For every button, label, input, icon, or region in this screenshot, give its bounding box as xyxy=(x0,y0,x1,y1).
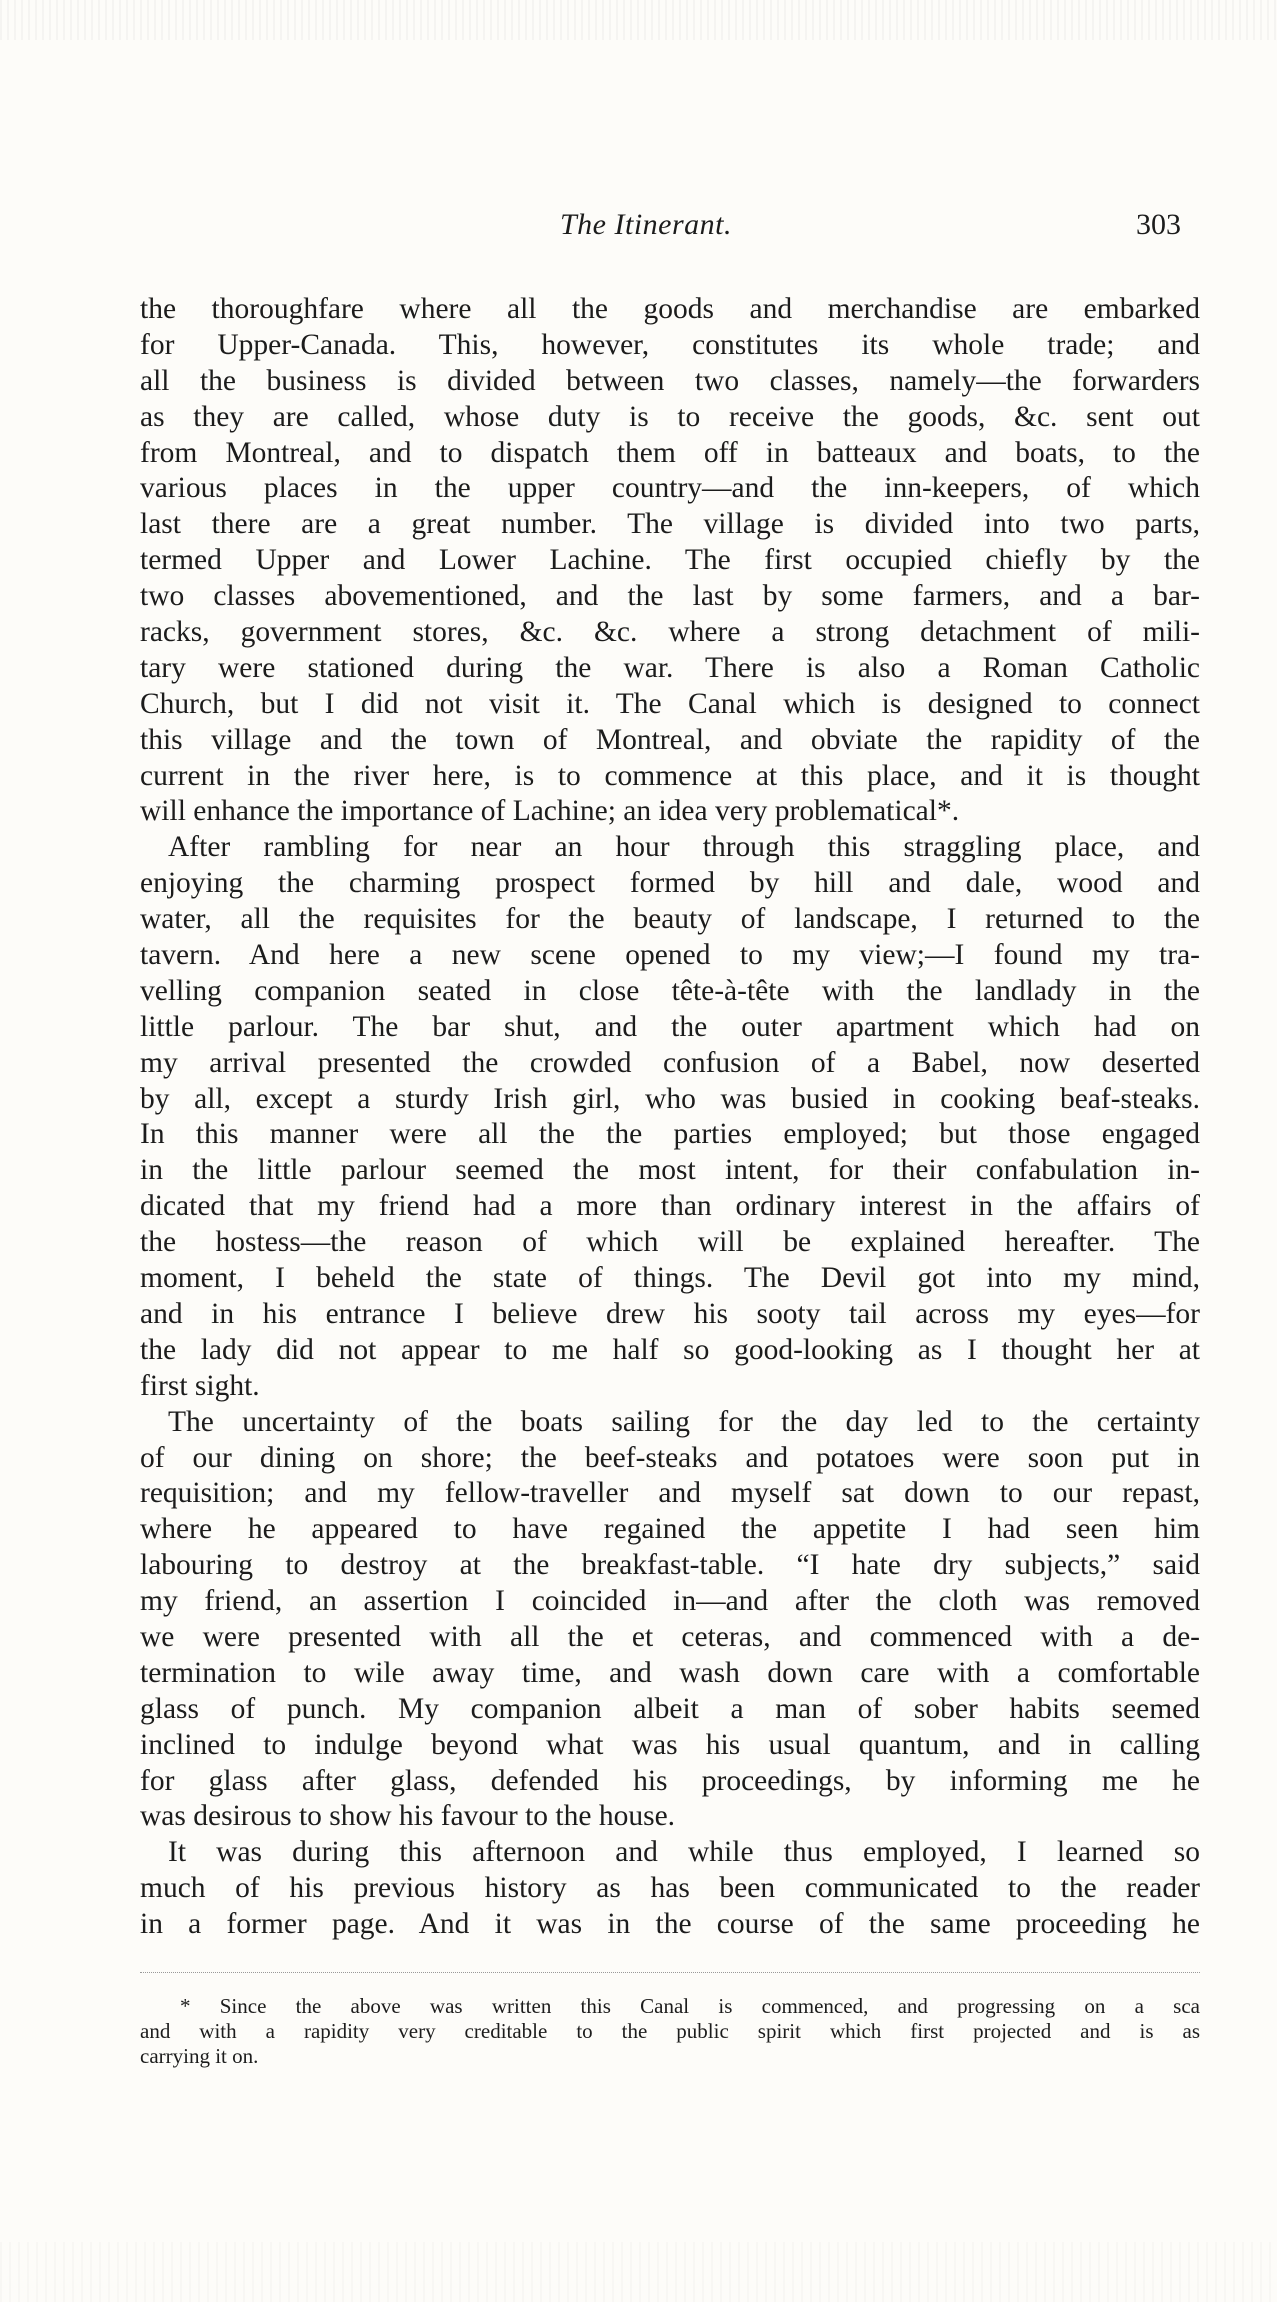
text-line: moment, I beheld the state of things. The Devil got into my mind, xyxy=(140,1262,1200,1295)
text-line: in the little parlour seemed the most intent, for their confabulation in- xyxy=(140,1154,1200,1187)
text-line: termination to wile away time, and wash down care with a comfortable xyxy=(140,1656,1200,1689)
text-line: velling companion seated in close tête-à-tête with the landlady in the xyxy=(140,974,1200,1007)
text-line: was desirous to show his favour to the house. xyxy=(140,1800,676,1833)
text-line: two classes abovementioned, and the last by some farmers, and a bar- xyxy=(140,580,1200,613)
text-line: tary were stationed during the war. There is also a Roman Catholic xyxy=(140,651,1200,684)
page-edge-noise xyxy=(0,2242,1277,2302)
text-line: where he appeared to have regained the appetite I had seen him xyxy=(140,1513,1200,1546)
text-line: current in the river here, is to commence at this place, and it is thought xyxy=(140,759,1200,792)
text-line: and in his entrance I believe drew his sooty tail across my eyes—for xyxy=(140,1297,1200,1330)
text-line: requisition; and my fellow-traveller and myself sat down to our repast, xyxy=(140,1477,1200,1510)
text-line: my arrival presented the crowded confusion of a Babel, now deserted xyxy=(140,1046,1200,1079)
text-line: labouring to destroy at the breakfast-table. “I hate dry subjects,” said xyxy=(140,1549,1200,1582)
text-line: first sight. xyxy=(140,1369,260,1402)
text-line: racks, government stores, &c. &c. where a strong detachment of mili- xyxy=(140,616,1200,649)
text-line: will enhance the importance of Lachine; an idea very problematical*. xyxy=(140,795,960,828)
text-line: the thoroughfare where all the goods and merchandise are embarked xyxy=(140,293,1200,325)
text-line: inclined to indulge beyond what was his usual quantum, and in calling xyxy=(140,1728,1200,1761)
text-line: for glass after glass, defended his proceedings, by informing me he xyxy=(140,1764,1200,1797)
body-text xyxy=(140,292,1200,1943)
page-edge-noise xyxy=(0,0,1277,40)
text-line: the hostess—the reason of which will be explained hereafter. The xyxy=(140,1226,1200,1259)
footnote xyxy=(140,1994,1200,2069)
text-line: termed Upper and Lower Lachine. The first occupied chiefly by the xyxy=(140,544,1200,577)
text-line: this village and the town of Montreal, and obviate the rapidity of the xyxy=(140,723,1200,756)
footnote-line: * Since the above was written this Canal is commenced, and progressing on a sca xyxy=(180,1994,1200,2018)
text-line: all the business is divided between two classes, namely—the forwarders xyxy=(140,364,1200,397)
text-line: from Montreal, and to dispatch them off in batteaux and boats, to the xyxy=(140,436,1200,469)
text-line: dicated that my friend had a more than ordinary interest in the affairs of xyxy=(140,1190,1200,1223)
text-line: The uncertainty of the boats sailing for the day led to the certainty xyxy=(168,1405,1200,1438)
text-line: as they are called, whose duty is to receive the goods, &c. sent out xyxy=(140,400,1200,433)
text-line: It was during this afternoon and while thus employed, I learned so xyxy=(168,1836,1200,1869)
text-line: by all, except a sturdy Irish girl, who was busied in cooking beaf-steaks. xyxy=(140,1082,1200,1115)
footnote-line: and with a rapidity very creditable to the public spirit which first projected and is as xyxy=(140,2019,1200,2043)
text-line: After rambling for near an hour through this straggling place, and xyxy=(168,831,1200,864)
text-line: water, all the requisites for the beauty of landscape, I returned to the xyxy=(140,903,1200,936)
text-line: last there are a great number. The village is divided into two parts, xyxy=(140,508,1200,541)
text-line: Church, but I did not visit it. The Canal which is designed to connect xyxy=(140,687,1200,720)
text-line: we were presented with all the et ceteras, and commenced with a de- xyxy=(140,1620,1200,1653)
text-line: for Upper-Canada. This, however, constitutes its whole trade; and xyxy=(140,328,1200,361)
footnote-line: carrying it on. xyxy=(140,2044,259,2068)
running-title: The Itinerant. xyxy=(560,208,732,241)
text-line: my friend, an assertion I coincided in—and after the cloth was removed xyxy=(140,1585,1200,1618)
text-line: various places in the upper country—and the inn-keepers, of which xyxy=(140,472,1200,505)
text-line: little parlour. The bar shut, and the outer apartment which had on xyxy=(140,1010,1200,1043)
page-number: 303 xyxy=(1136,208,1181,241)
text-line: enjoying the charming prospect formed by hill and dale, wood and xyxy=(140,867,1200,900)
text-line: tavern. And here a new scene opened to my view;—I found my tra- xyxy=(140,939,1200,972)
text-line: the lady did not appear to me half so good-looking as I thought her at xyxy=(140,1333,1200,1366)
text-line: much of his previous history as has been communicated to the reader xyxy=(140,1872,1200,1905)
footnote-divider xyxy=(140,1972,1200,1973)
text-line: In this manner were all the the parties employed; but those engaged xyxy=(140,1118,1200,1151)
text-line: in a former page. And it was in the course of the same proceeding he xyxy=(140,1908,1200,1941)
text-line: of our dining on shore; the beef-steaks and potatoes were soon put in xyxy=(140,1441,1200,1474)
text-line: glass of punch. My companion albeit a man of sober habits seemed xyxy=(140,1692,1200,1725)
